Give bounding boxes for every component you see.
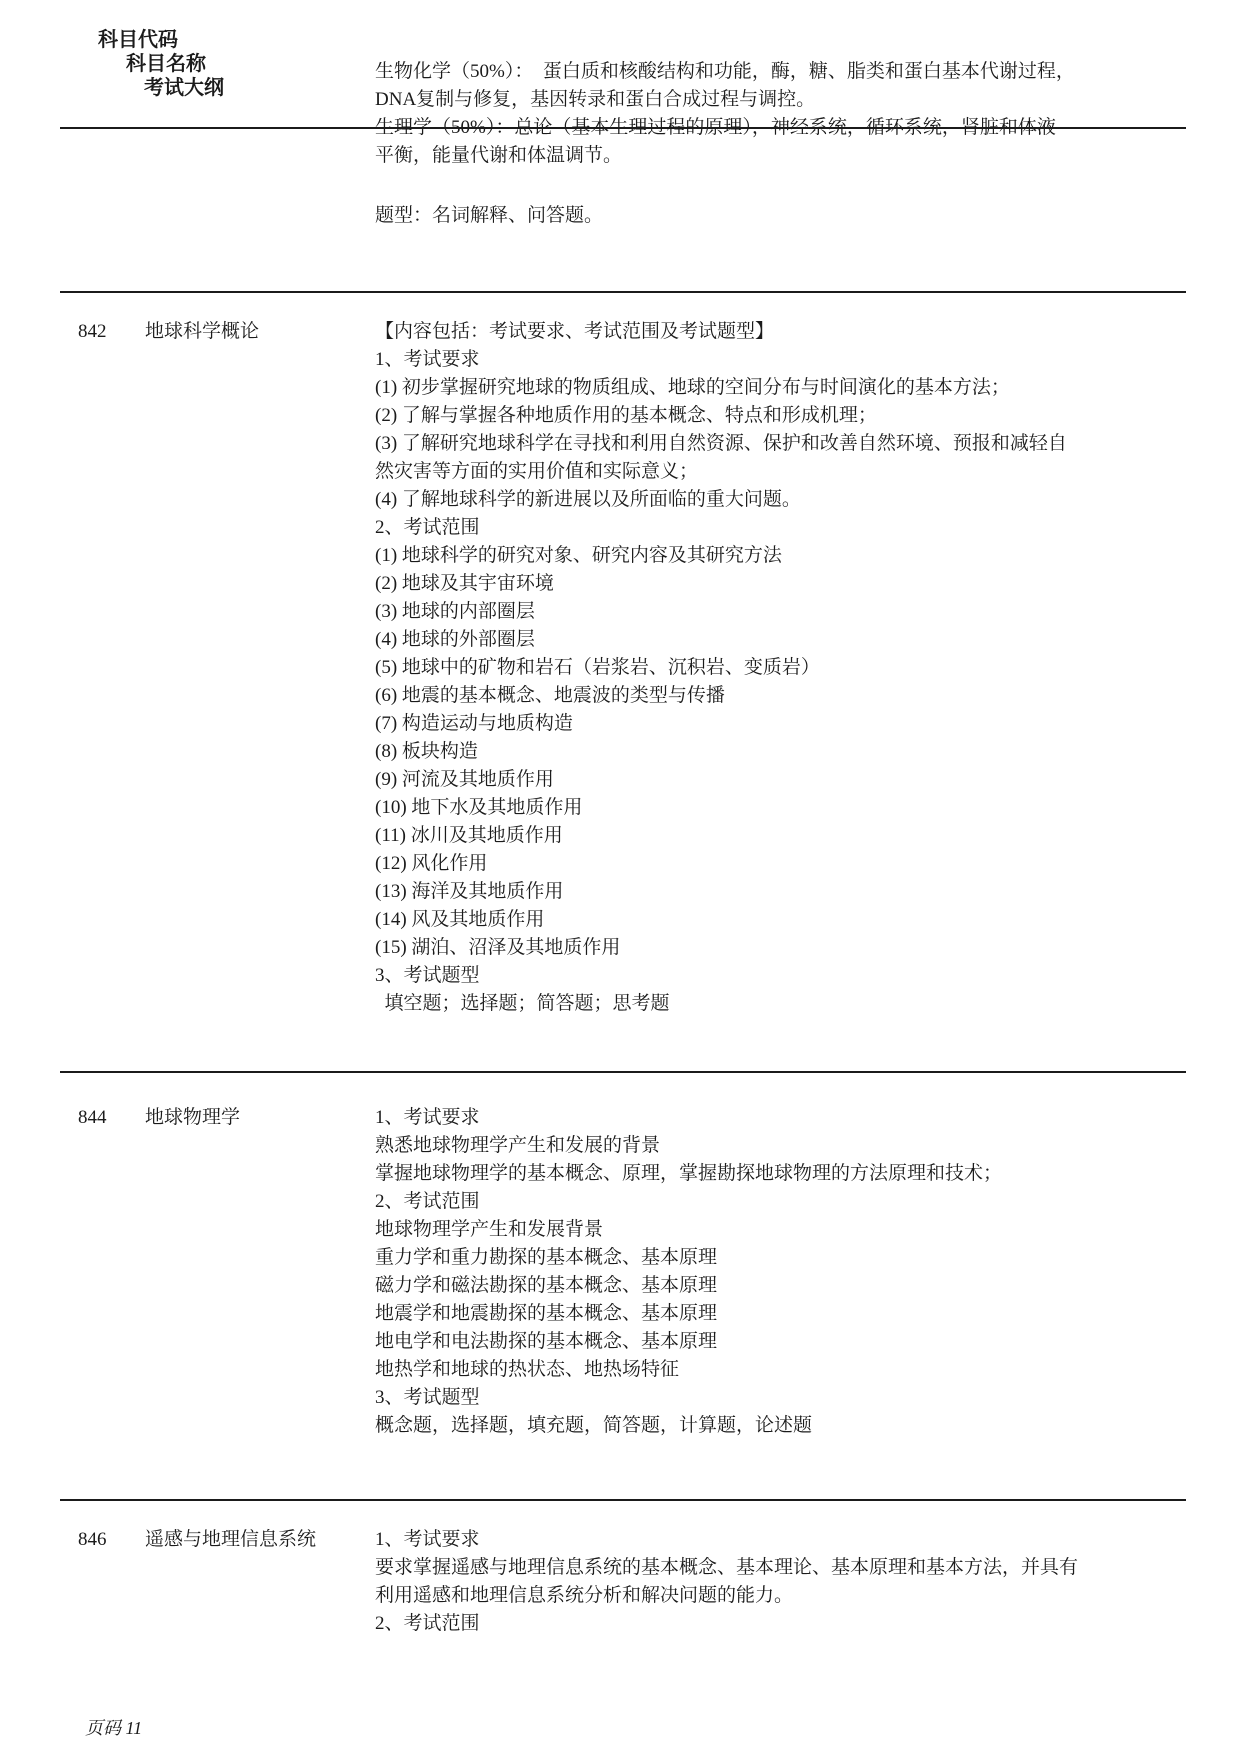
outline-line: (9) 河流及其地质作用 [375,769,554,790]
outline-line: 地球物理学产生和发展背景 [375,1219,604,1240]
header-subject-name: 科目名称 [126,53,206,75]
subject-outline [375,1526,1105,1638]
outline-line: (1) 地球科学的研究对象、研究内容及其研究方法 [375,545,782,566]
outline-line: 平衡，能量代谢和体温调节。 [375,145,623,166]
subject-row-846 [0,1526,1240,1638]
outline-line: (2) 了解与掌握各种地质作用的基本概念、特点和形成机理； [375,405,877,426]
outline-line: (12) 风化作用 [375,853,488,874]
outline-line: (6) 地震的基本概念、地震波的类型与传播 [375,685,725,706]
outline-line: 1、考试要求 [375,1107,480,1128]
continuation-outline-block [375,58,1105,230]
outline-line: (14) 风及其地质作用 [375,909,545,930]
row-divider [60,1499,1186,1501]
subject-row-844 [0,1104,1240,1440]
header-subject-code: 科目代码 [98,29,178,51]
outline-line: 概念题，选择题，填充题，简答题，计算题，论述题 [375,1415,813,1436]
row-divider [60,291,1186,293]
outline-line: 2、考试范围 [375,1191,480,1212]
outline-line: 重力学和重力勘探的基本概念、基本原理 [375,1247,718,1268]
subject-outline [375,1104,1105,1440]
outline-line: 要求掌握遥感与地理信息系统的基本概念、基本理论、基本原理和基本方法，并具有 [375,1557,1079,1578]
outline-line: 3、考试题型 [375,965,480,986]
outline-line: DNA复制与修复，基因转录和蛋白合成过程与调控。 [375,89,816,110]
subject-code: 846 [78,1529,107,1550]
outline-line: 1、考试要求 [375,349,480,370]
outline-line: 地电学和电法勘探的基本概念、基本原理 [375,1331,718,1352]
outline-line: (2) 地球及其宇宙环境 [375,573,554,594]
subject-row-842 [0,318,1240,1018]
outline-line: (3) 地球的内部圈层 [375,601,535,622]
outline-line: (4) 地球的外部圈层 [375,629,535,650]
outline-line: 利用遥感和地理信息系统分析和解决问题的能力。 [375,1585,794,1606]
subject-name: 地球物理学 [145,1107,241,1128]
outline-line: (1) 初步掌握研究地球的物质组成、地球的空间分布与时间演化的基本方法； [375,377,1010,398]
outline-line: (13) 海洋及其地质作用 [375,881,564,902]
outline-line: (10) 地下水及其地质作用 [375,797,583,818]
outline-line: (15) 湖泊、沼泽及其地质作用 [375,937,621,958]
header-exam-outline: 考试大纲 [144,77,224,99]
outline-line: 3、考试题型 [375,1387,480,1408]
subject-name: 地球科学概论 [145,321,260,342]
outline-line: 【内容包括：考试要求、考试范围及考试题型】 [375,321,775,342]
subject-code: 844 [78,1107,107,1128]
subject-outline [375,318,1105,1018]
blank-line [375,170,1105,202]
page-number: 页码 11 [85,1718,143,1738]
outline-line: (3) 了解研究地球科学在寻找和利用自然资源、保护和改善自然环境、预报和减轻自 [375,433,1067,454]
outline-line: 生物化学（50%）： 蛋白质和核酸结构和功能，酶，糖、脂类和蛋白基本代谢过程， [375,61,1075,82]
outline-line: 地热学和地球的热状态、地热场特征 [375,1359,680,1380]
outline-line: (7) 构造运动与地质构造 [375,713,573,734]
subject-name: 遥感与地理信息系统 [145,1529,317,1550]
subject-code: 842 [78,321,107,342]
outline-line: 2、考试范围 [375,517,480,538]
outline-line: 1、考试要求 [375,1529,480,1550]
outline-line: 磁力学和磁法勘探的基本概念、基本原理 [375,1275,718,1296]
continuation-outline-lines [375,58,1105,170]
outline-line: (11) 冰川及其地质作用 [375,825,563,846]
outline-line: 填空题；选择题；简答题；思考题 [375,993,670,1014]
outline-line: 掌握地球物理学的基本概念、原理，掌握勘探地球物理的方法原理和技术； [375,1163,1003,1184]
outline-line: (5) 地球中的矿物和岩石（岩浆岩、沉积岩、变质岩） [375,657,820,678]
outline-line: (4) 了解地球科学的新进展以及所面临的重大问题。 [375,489,801,510]
row-divider [60,1071,1186,1073]
question-types-line: 题型：名词解释、问答题。 [375,205,604,226]
outline-line: 生理学（50%）：总论（基本生理过程的原理），神经系统，循环系统，肾脏和体液 [375,117,1056,138]
outline-line: (8) 板块构造 [375,741,478,762]
outline-line: 地震学和地震勘探的基本概念、基本原理 [375,1303,718,1324]
outline-line: 然灾害等方面的实用价值和实际意义； [375,461,699,482]
outline-line: 2、考试范围 [375,1613,480,1634]
outline-line: 熟悉地球物理学产生和发展的背景 [375,1135,661,1156]
